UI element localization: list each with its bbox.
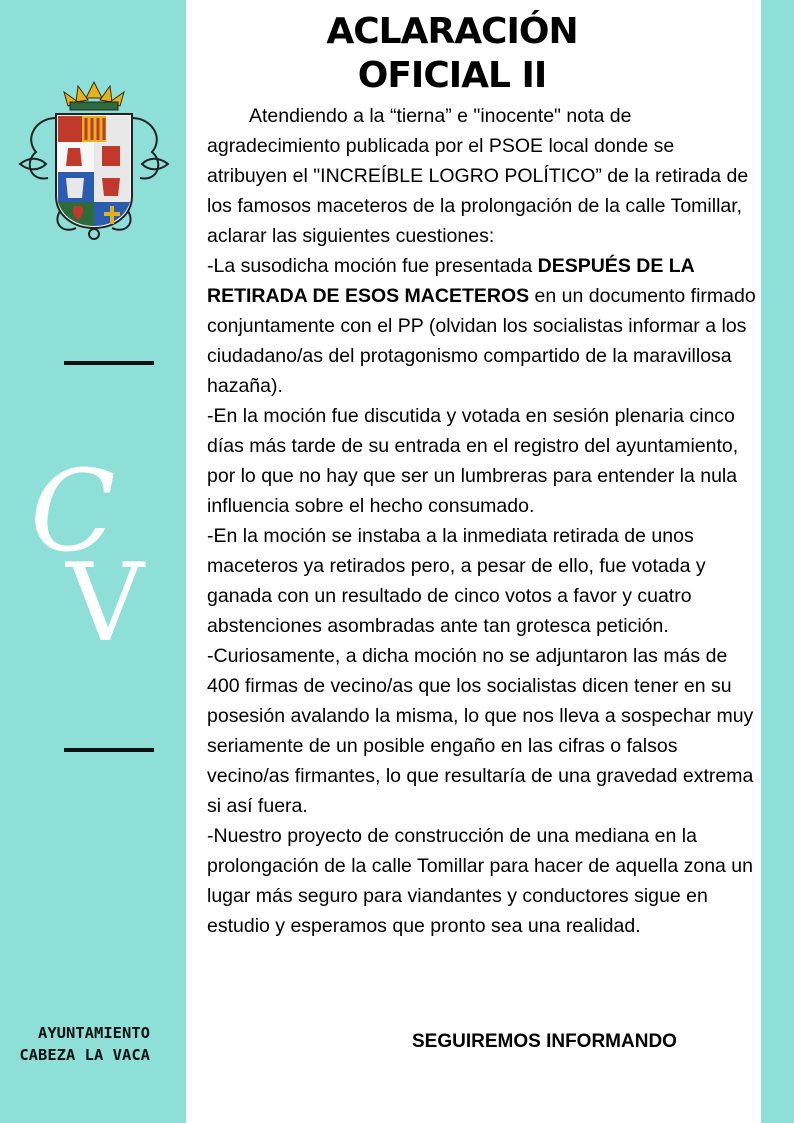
coat-of-arms-icon bbox=[16, 78, 172, 242]
right-sidebar-band bbox=[761, 0, 794, 1123]
paragraph-motion-timing-end: en un documento firmado conjuntamente con el PP (olvidan los socialistas informar a los ciudadano/as del protagonismo compartido de la maravillosa hazaña). bbox=[207, 285, 756, 397]
paragraph-motion-timing bbox=[207, 251, 759, 401]
monogram-letter-c: C bbox=[30, 447, 116, 577]
paragraph-median-project: -Nuestro proyecto de construcción de una mediana en la prolongación de la calle Tomillar para hacer de aquella zona un lugar más seguro para viandantes y conductores sigue en estudio y esperamos que pronto sea una realidad. bbox=[207, 825, 753, 937]
paragraph-plenary-vote: -En la moción fue discutida y votada en sesión plenaria cinco días más tarde de su entrada en el registro del ayuntamiento, por lo que no hay que ser un lumbreras para entender la nula influencia sobre el hecho consumado. bbox=[207, 405, 739, 517]
paragraph-signatures: -Curiosamente, a dicha moción no se adjuntaron las más de 400 firmas de vecino/as que los socialistas dicen tener en su posesión avalando la misma, lo que nos lleva a sospechar muy seriamente de un posible engaño en las cifras o falsos vecino/as firmantes, lo que resultaría de una gravedad extrema si así fuera. bbox=[207, 645, 754, 817]
organization-line-2: CABEZA LA VACA bbox=[19, 1046, 150, 1064]
page-title bbox=[186, 10, 718, 98]
organization-name bbox=[10, 1022, 150, 1066]
body-text bbox=[207, 101, 759, 941]
divider-line-bottom bbox=[64, 748, 154, 752]
title-line-1: ACLARACIÓN bbox=[326, 11, 578, 52]
paragraph-intro: Atendiendo a la “tierna” e "inocente" nota de agradecimiento publicada por el PSOE local donde se atribuyen el "INCREÍBLE LOGRO POLÍTICO” de la retirada de los famosos maceteros de la prolongación de la calle Tomillar, aclarar las siguientes cuestiones: bbox=[207, 105, 749, 247]
cv-monogram bbox=[20, 447, 170, 666]
organization-line-1: AYUNTAMIENTO bbox=[38, 1024, 150, 1042]
monogram-letter-v: V bbox=[66, 541, 144, 666]
closing-line: SEGUIREMOS INFORMANDO bbox=[412, 1031, 677, 1052]
divider-line-top bbox=[64, 361, 154, 365]
paragraph-motion-timing-emphasis: DESPUÉS DE LA RETIRADA DE ESOS MACETEROS bbox=[207, 255, 695, 307]
paragraph-motion-timing-start: -La susodicha moción fue presentada bbox=[207, 255, 538, 277]
paragraph-motion-request: -En la moción se instaba a la inmediata retirada de unos maceteros ya retirados pero, a pesar de ello, fue votada y ganada con un resultado de cinco votos a favor y cuatro abstenciones asombradas ante tan grotesca petición. bbox=[207, 525, 706, 637]
title-line-2: OFICIAL II bbox=[357, 55, 547, 96]
